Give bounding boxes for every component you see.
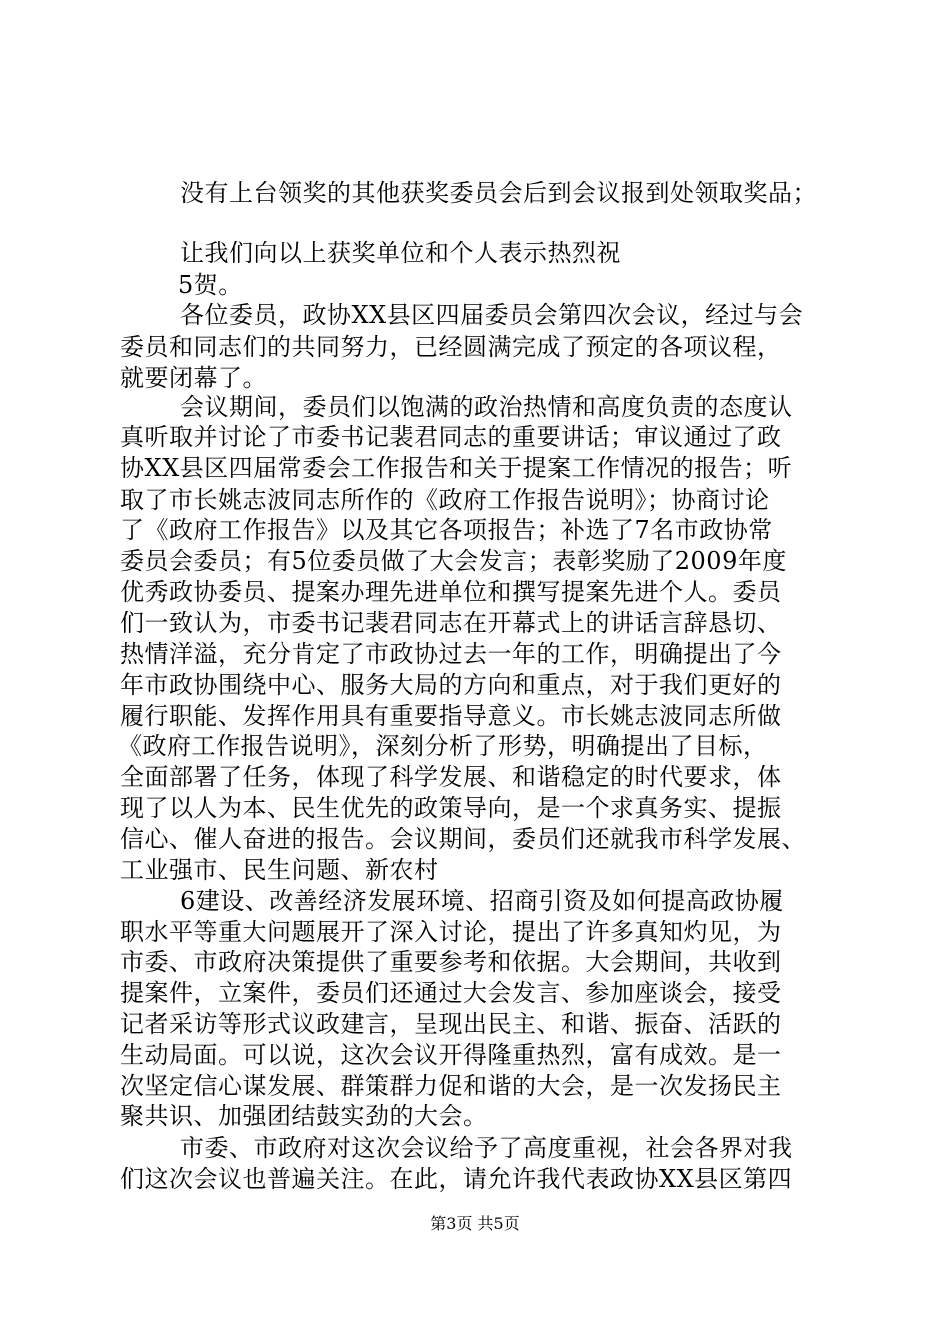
body-line: 真听取并讨论了市委书记裴君同志的重要讲话；审议通过了政: [120, 423, 782, 451]
body-line: 履行职能、发挥作用具有重要指导意义。市长姚志波同志所做: [120, 702, 782, 730]
body-line: 就要闭幕了。: [120, 364, 267, 392]
body-line: 市委、市政府对这次会议给予了高度重视，社会各界对我: [180, 1134, 793, 1162]
body-line: 《政府工作报告说明》，深刻分析了形势，明确提出了目标，: [118, 732, 768, 760]
body-line: 市委、市政府决策提供了重要参考和依据。大会期间，共收到: [120, 948, 782, 976]
body-line: 各位委员，政协XX县区四届委员会第四次会议，经过与会: [180, 301, 804, 329]
body-line: 委员会委员；有5位委员做了大会发言；表彰奖励了2009年度: [120, 547, 787, 575]
body-line: 取了市长姚志波同志所作的《政府工作报告说明》；协商讨论: [120, 486, 770, 514]
body-line: 没有上台领奖的其他获奖委员会后到会议报到处领取奖品；: [180, 179, 817, 207]
body-line: 委员和同志们的共同努力，已经圆满完成了预定的各项议程，: [120, 333, 782, 361]
body-line: 聚共识、加强团结鼓实劲的大会。: [120, 1102, 488, 1130]
body-line: 们这次会议也普遍关注。在此，请允许我代表政协XX县区第四: [120, 1165, 793, 1193]
page-number-footer: 第3页 共5页: [430, 1214, 520, 1233]
body-line: 5贺。: [178, 271, 243, 299]
body-line: 信心、催人奋进的报告。会议期间，委员们还就我市科学发展、: [120, 825, 806, 853]
body-line: 热情洋溢，充分肯定了市政协过去一年的工作，明确提出了今: [120, 640, 782, 668]
body-line: 优秀政协委员、提案办理先进单位和撰写提案先进个人。委员: [120, 578, 782, 606]
body-line: 现了以人为本、民生优先的政策导向，是一个求真务实、提振: [120, 794, 782, 822]
body-line: 次坚定信心谋发展、群策群力促和谐的大会，是一次发扬民主: [120, 1072, 782, 1100]
body-line: 工业强市、民生问题、新农村: [120, 856, 439, 884]
body-line: 全面部署了任务，体现了科学发展、和谐稳定的时代要求，体: [120, 763, 782, 791]
body-line: 们一致认为，市委书记裴君同志在开幕式上的讲话言辞恳切、: [120, 609, 782, 637]
body-line: 生动局面。可以说，这次会议开得隆重热烈，富有成效。是一: [120, 1041, 782, 1069]
body-line: 会议期间，委员们以饱满的政治热情和高度负责的态度认: [180, 393, 793, 421]
body-line: 年市政协围绕中心、服务大局的方向和重点，对于我们更好的: [120, 671, 782, 699]
body-line: 协XX县区四届常委会工作报告和关于提案工作情况的报告；听: [120, 454, 793, 482]
body-line: 提案件，立案件，委员们还通过大会发言、参加座谈会，接受: [120, 979, 782, 1007]
body-line: 了《政府工作报告》以及其它各项报告；补选了7名市政协常: [120, 516, 773, 544]
body-line: 记者采访等形式议政建言，呈现出民主、和谐、振奋、活跃的: [120, 1010, 782, 1038]
body-line: 职水平等重大问题展开了深入讨论，提出了许多真知灼见，为: [120, 918, 782, 946]
body-line: 让我们向以上获奖单位和个人表示热烈祝: [180, 239, 621, 267]
body-line: 6建设、改善经济发展环境、招商引资及如何提高政协履: [180, 887, 784, 915]
